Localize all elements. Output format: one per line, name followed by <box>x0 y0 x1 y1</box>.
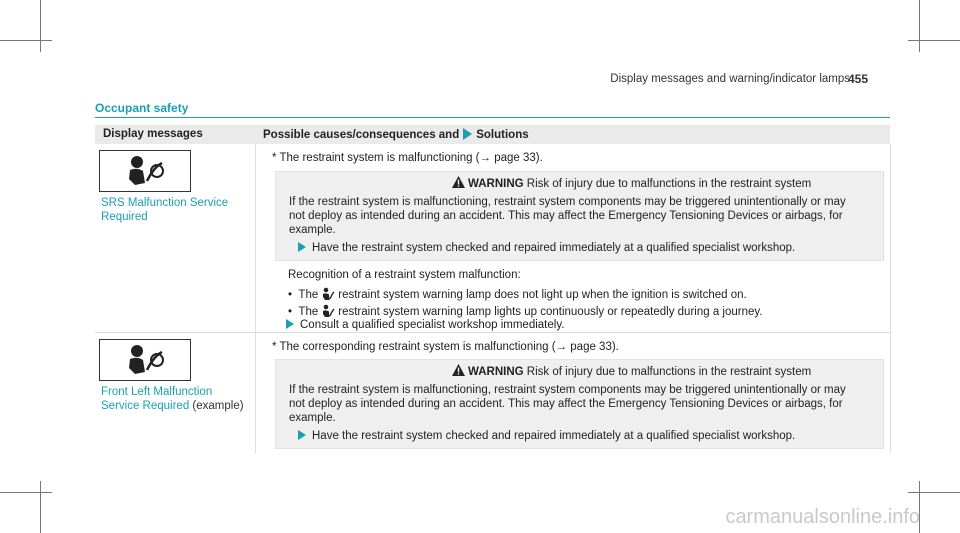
action-arrow-icon <box>298 430 306 440</box>
column-divider <box>255 144 256 332</box>
crop-mark <box>919 0 920 52</box>
display-message-suffix: (example) <box>192 399 244 412</box>
warning-label: WARNING <box>468 366 524 378</box>
crop-mark <box>0 40 52 41</box>
column-header-causes <box>263 128 529 141</box>
warning-text-line: example. <box>289 412 336 424</box>
section-divider <box>95 117 890 118</box>
airbag-warning-icon <box>321 287 335 301</box>
table-header <box>95 125 890 144</box>
bullet-text-pre: The <box>298 306 319 318</box>
warning-subtitle: Risk of injury due to malfunctions in the restraint system <box>526 366 812 378</box>
section-title: Occupant safety <box>95 101 189 115</box>
action-arrow-icon <box>298 242 306 252</box>
crop-mark <box>40 481 41 533</box>
airbag-warning-icon <box>110 153 180 189</box>
action-arrow-icon <box>286 319 294 329</box>
warning-heading <box>452 364 811 378</box>
warning-box <box>275 359 884 449</box>
action-arrow-icon <box>463 128 472 140</box>
column-header-solutions-label: Solutions <box>476 129 529 141</box>
column-header-display: Display messages <box>103 128 203 140</box>
warning-action-text: Have the restraint system checked and repaired immediately at a qualified specialist workshop. <box>312 430 796 442</box>
warning-action-text: Have the restraint system checked and repaired immediately at a qualified specialist workshop. <box>312 242 796 254</box>
column-header-causes-label: Possible causes/consequences and <box>263 129 460 141</box>
cause-text: * The corresponding restraint system is malfunctioning (→ page 33). <box>272 341 619 353</box>
warning-action <box>298 241 795 255</box>
display-message <box>101 386 244 413</box>
display-icon-box <box>99 150 191 192</box>
column-divider <box>890 144 891 453</box>
warning-text <box>289 383 846 425</box>
display-icon-box <box>99 339 191 381</box>
column-divider <box>255 333 256 453</box>
warning-label: WARNING <box>468 178 524 190</box>
row-divider <box>95 332 890 333</box>
display-message-line: Front Left Malfunction <box>101 386 213 398</box>
cause-text: * The restraint system is malfunctioning (→ page 33). <box>272 152 543 164</box>
warning-heading <box>452 176 811 190</box>
airbag-warning-icon <box>110 342 180 378</box>
airbag-warning-icon <box>321 304 335 318</box>
list-item <box>288 287 747 302</box>
bullet-text-pre: The <box>298 289 319 301</box>
watermark: carmanualsonline.info <box>725 506 920 528</box>
display-message <box>101 197 228 224</box>
warning-action <box>298 429 795 443</box>
crop-mark <box>0 492 52 493</box>
bullet-icon: • <box>288 306 299 318</box>
running-header: Display messages and warning/indicator lamps <box>610 73 850 85</box>
warning-text-line: example. <box>289 224 336 236</box>
crop-mark <box>908 40 960 41</box>
crop-mark <box>40 0 41 52</box>
solution-label: Consult a qualified specialist workshop immediately. <box>300 319 565 331</box>
display-message-line: Service Required <box>101 399 190 412</box>
solution-text <box>286 318 564 332</box>
bullet-icon: • <box>288 289 299 301</box>
display-message-line: Required <box>101 210 148 223</box>
warning-text-line: not deploy as intended during an accident. This may affect the Emergency Tensioning Devices or airbags, for <box>289 398 843 410</box>
warning-text <box>289 195 846 237</box>
page-number: 455 <box>847 72 868 86</box>
warning-text-line: If the restraint system is malfunctioning, restraint system components may be triggered unintentionally or may <box>289 196 846 208</box>
warning-text-line: not deploy as intended during an accident. This may affect the Emergency Tensioning Devices or airbags, for <box>289 210 843 222</box>
warning-triangle-icon <box>452 364 465 376</box>
recognition-text: Recognition of a restraint system malfunction: <box>288 269 521 281</box>
display-message-line: SRS Malfunction Service <box>101 197 229 209</box>
bullet-text-post: restraint system warning lamp lights up continuously or repeatedly during a journey. <box>338 306 763 318</box>
list-item <box>288 304 762 319</box>
warning-text-line: If the restraint system is malfunctioning, restraint system components may be triggered unintentionally or may <box>289 384 846 396</box>
warning-subtitle: Risk of injury due to malfunctions in the restraint system <box>526 178 812 190</box>
crop-mark <box>908 492 960 493</box>
warning-box <box>275 171 884 261</box>
bullet-text-post: restraint system warning lamp does not light up when the ignition is switched on. <box>338 289 747 301</box>
warning-triangle-icon <box>452 176 465 188</box>
